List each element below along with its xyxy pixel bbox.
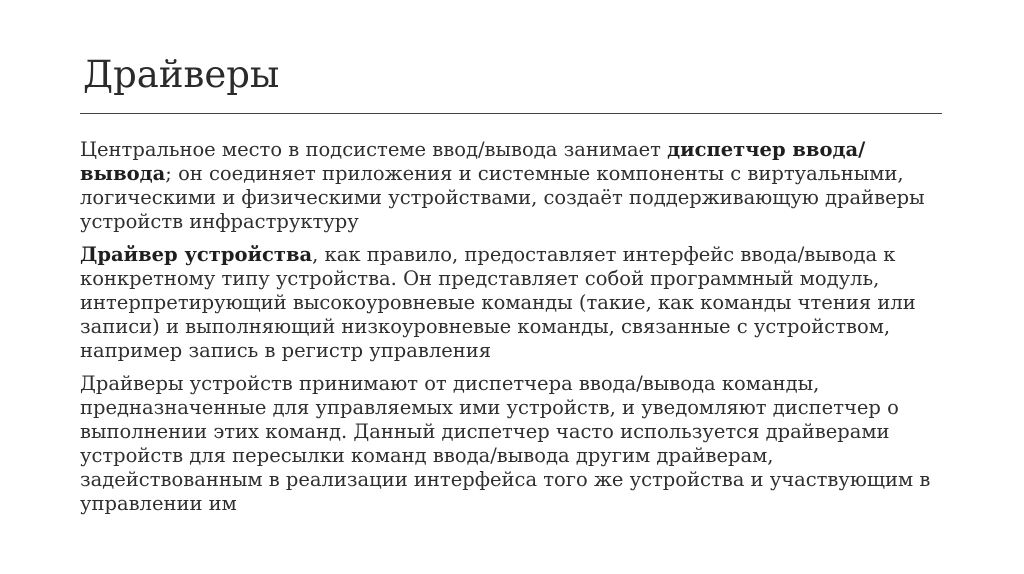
paragraph-1-term: диспетчер ввода/вывода [80,138,866,185]
slide-body [80,138,950,525]
paragraph-1-rest: ; он соединяет приложения и системные компоненты с виртуальными, логическими и физическими устройствами, создаёт поддерживающую драйверы устройств инфраструктуру [80,162,925,233]
paragraph-3 [80,372,950,516]
paragraph-2-rest: , как правило, предоставляет интерфейс ввода/вывода к конкретному типу устройства. Он представляет собой программный модуль, интерпретирующий высокоуровневые команды (такие, как команды чтения или записи) и выполняющий низкоуровневые команды, связанные с устройством, например запись в регистр управления [80,243,916,362]
title-divider [80,113,942,114]
paragraph-2 [80,243,950,363]
paragraph-3-text: Драйверы устройств принимают от диспетчера ввода/вывода команды, предназначенные для управляемых ими устройств, и уведомляют диспетчер о выполнении этих команд. Данный диспетчер часто используется драйверами устройств для пересылки команд ввода/вывода другим драйверам, задействованным в реализации интерфейса того же устройства и участвующим в управлении им [80,372,931,515]
slide-title: Драйверы [83,53,280,96]
paragraph-1-lead: Центральное место в подсистеме ввод/вывода занимает [80,138,668,161]
paragraph-2-term: Драйвер устройства [80,243,313,266]
paragraph-1 [80,138,950,234]
